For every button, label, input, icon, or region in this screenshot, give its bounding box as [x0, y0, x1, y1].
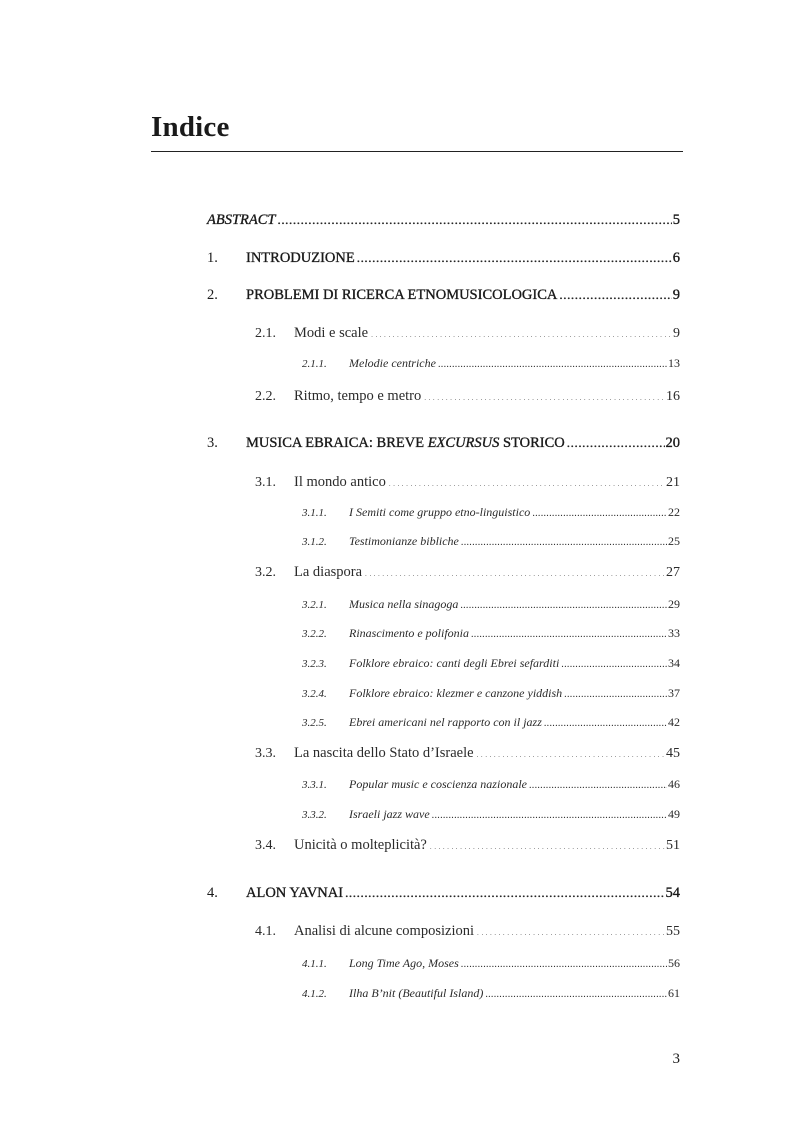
toc-entry-number: 2.1.	[255, 326, 276, 341]
toc-entry-page: 13	[668, 356, 680, 370]
toc-entry-page: 51	[666, 838, 680, 853]
toc-dot-leader	[370, 327, 672, 341]
toc-dot-leader	[364, 566, 665, 580]
toc-entry-number: 3.1.2.	[302, 536, 327, 548]
toc-dot-leader	[345, 886, 664, 901]
toc-entry-label: ALON YAVNAI	[246, 885, 344, 901]
toc-entry-label: Testimonianze bibliche	[349, 534, 459, 548]
toc-dot-leader	[544, 716, 667, 729]
toc-entry-page: 9	[673, 326, 680, 341]
toc-entry-label: Long Time Ago, Moses	[349, 956, 459, 970]
toc-entry-section-2-2[interactable]	[255, 389, 680, 404]
toc-dot-leader	[476, 925, 665, 939]
toc-entry-subsection-2-1-1[interactable]	[302, 357, 680, 370]
toc-entry-number: 3.2.4.	[302, 688, 327, 700]
title-divider	[151, 151, 683, 152]
toc-entry-page: 5	[672, 212, 680, 228]
toc-dot-leader	[471, 627, 667, 640]
toc-entry-label: PROBLEMI DI RICERCA ETNOMUSICOLOGICA	[246, 287, 558, 303]
toc-entry-label: Ritmo, tempo e metro	[294, 388, 422, 404]
toc-entry-page: 29	[668, 597, 680, 611]
toc-entry-number: 3.2.2.	[302, 628, 327, 640]
toc-dot-leader	[432, 808, 667, 821]
toc-entry-section-2-1[interactable]	[255, 326, 680, 341]
toc-entry-subsection-3-1-1[interactable]	[302, 506, 680, 519]
toc-dot-leader	[476, 747, 665, 761]
toc-entry-chapter-1[interactable]	[207, 251, 680, 266]
toc-dot-leader	[460, 598, 667, 611]
toc-entry-chapter-2[interactable]	[207, 288, 680, 303]
toc-entry-subsection-3-3-2[interactable]	[302, 808, 680, 821]
toc-entry-label: Folklore ebraico: canti degli Ebrei sefarditi	[349, 656, 560, 670]
toc-entry-number: 2.2.	[255, 389, 276, 404]
toc-entry-section-3-4[interactable]	[255, 838, 680, 853]
toc-dot-leader	[429, 839, 665, 853]
toc-entry-label: Il mondo antico	[294, 474, 386, 490]
toc-entry-page: 34	[668, 656, 680, 670]
toc-entry-label: Popular music e coscienza nazionale	[349, 777, 527, 791]
toc-dot-leader	[532, 506, 667, 519]
toc-dot-leader	[559, 288, 671, 303]
toc-entry-number: 2.1.1.	[302, 358, 327, 370]
toc-entry-page: 9	[672, 287, 680, 303]
toc-entry-page: 21	[666, 475, 680, 490]
toc-entry-label: La nascita dello Stato d’Israele	[294, 745, 474, 761]
toc-entry-number: 3.3.2.	[302, 809, 327, 821]
toc-entry-label: Analisi di alcune composizioni	[294, 923, 475, 939]
toc-entry-page: 56	[668, 956, 680, 970]
toc-entry-label: Musica nella sinagoga	[349, 597, 459, 611]
toc-dot-leader	[529, 778, 667, 791]
toc-entry-number: 3.3.	[255, 746, 276, 761]
toc-entry-label	[246, 436, 565, 451]
toc-entry-label: Modi e scale	[294, 325, 369, 341]
toc-entry-label: INTRODUZIONE	[246, 250, 355, 266]
toc-entry-abstract[interactable]	[207, 213, 680, 228]
toc-entry-number: 3.1.1.	[302, 507, 327, 519]
toc-dot-leader	[277, 213, 671, 228]
toc-entry-subsection-3-2-4[interactable]	[302, 687, 680, 700]
toc-entry-number: 3.2.5.	[302, 717, 327, 729]
toc-entry-number: 3.1.	[255, 475, 276, 490]
toc-entry-subsection-3-2-5[interactable]	[302, 716, 680, 729]
toc-entry-page: 46	[668, 777, 680, 791]
toc-entry-label: La diaspora	[294, 564, 363, 580]
toc-entry-label: Melodie centriche	[349, 356, 436, 370]
toc-entry-label: Rinascimento e polifonia	[349, 626, 469, 640]
toc-entry-page: 49	[668, 807, 680, 821]
toc-entry-page: 22	[668, 505, 680, 519]
toc-entry-page: 20	[665, 435, 680, 451]
toc-entry-page: 27	[666, 565, 680, 580]
toc-entry-page: 61	[668, 986, 680, 1000]
toc-entry-number: 4.1.	[255, 924, 276, 939]
toc-entry-subsection-3-3-1[interactable]	[302, 778, 680, 791]
toc-entry-section-4-1[interactable]	[255, 924, 680, 939]
toc-entry-number: 3.2.3.	[302, 658, 327, 670]
toc-entry-label: Ilha B’nit (Beautiful Island)	[349, 986, 484, 1000]
toc-entry-page: 54	[665, 885, 680, 901]
toc-entry-subsection-3-1-2[interactable]	[302, 535, 680, 548]
toc-entry-section-3-2[interactable]	[255, 565, 680, 580]
toc-entry-label-part: STORICO	[499, 435, 565, 451]
toc-entry-page: 55	[666, 924, 680, 939]
toc-dot-leader	[357, 251, 672, 266]
toc-entry-number: 3.3.1.	[302, 779, 327, 791]
toc-dot-leader	[567, 436, 665, 451]
toc-entry-subsection-4-1-1[interactable]	[302, 957, 680, 970]
toc-entry-page: 37	[668, 686, 680, 700]
toc-entry-number: 3.2.	[255, 565, 276, 580]
toc-entry-page: 33	[668, 626, 680, 640]
toc-entry-page: 6	[672, 250, 680, 266]
toc-entry-number: 1.	[207, 250, 218, 266]
toc-entry-label: ABSTRACT	[207, 212, 276, 228]
toc-entry-page: 25	[668, 534, 680, 548]
toc-entry-section-3-1[interactable]	[255, 475, 680, 490]
toc-entry-label: I Semiti come gruppo etno-linguistico	[349, 505, 531, 519]
toc-entry-label-part: MUSICA EBRAICA: BREVE	[246, 435, 428, 451]
toc-entry-subsection-3-2-1[interactable]	[302, 598, 680, 611]
toc-dot-leader	[388, 476, 665, 490]
toc-entry-subsection-3-2-2[interactable]	[302, 627, 680, 640]
toc-entry-label: Unicità o molteplicità?	[294, 837, 427, 853]
toc-entry-subsection-4-1-2[interactable]	[302, 987, 680, 1000]
toc-dot-leader	[423, 390, 665, 404]
toc-dot-leader	[564, 687, 667, 700]
toc-entry-section-3-3[interactable]	[255, 746, 680, 761]
toc-entry-page: 45	[666, 746, 680, 761]
toc-entry-label: Ebrei americani nel rapporto con il jazz	[349, 715, 542, 729]
toc-entry-number: 2.	[207, 287, 218, 303]
toc-dot-leader	[485, 987, 667, 1000]
toc-entry-label: Israeli jazz wave	[349, 807, 430, 821]
toc-dot-leader	[561, 657, 667, 670]
toc-entry-label-emphasis: EXCURSUS	[427, 435, 500, 451]
toc-entry-chapter-4[interactable]	[207, 886, 680, 901]
toc-entry-number: 3.	[207, 435, 218, 451]
toc-dot-leader	[461, 957, 667, 970]
page-title: Indice	[151, 111, 230, 143]
page-number: 3	[672, 1051, 680, 1067]
toc-entry-number: 4.1.1.	[302, 958, 327, 970]
toc-entry-subsection-3-2-3[interactable]	[302, 657, 680, 670]
toc-dot-leader	[438, 357, 667, 370]
toc-entry-label: Folklore ebraico: klezmer e canzone yiddish	[349, 686, 563, 700]
toc-entry-number: 3.4.	[255, 838, 276, 853]
toc-dot-leader	[461, 535, 667, 548]
toc-entry-page: 16	[666, 389, 680, 404]
toc-entry-number: 4.	[207, 885, 218, 901]
toc-entry-number: 3.2.1.	[302, 599, 327, 611]
toc-entry-number: 4.1.2.	[302, 988, 327, 1000]
toc-entry-page: 42	[668, 715, 680, 729]
toc-entry-chapter-3[interactable]	[207, 436, 680, 451]
